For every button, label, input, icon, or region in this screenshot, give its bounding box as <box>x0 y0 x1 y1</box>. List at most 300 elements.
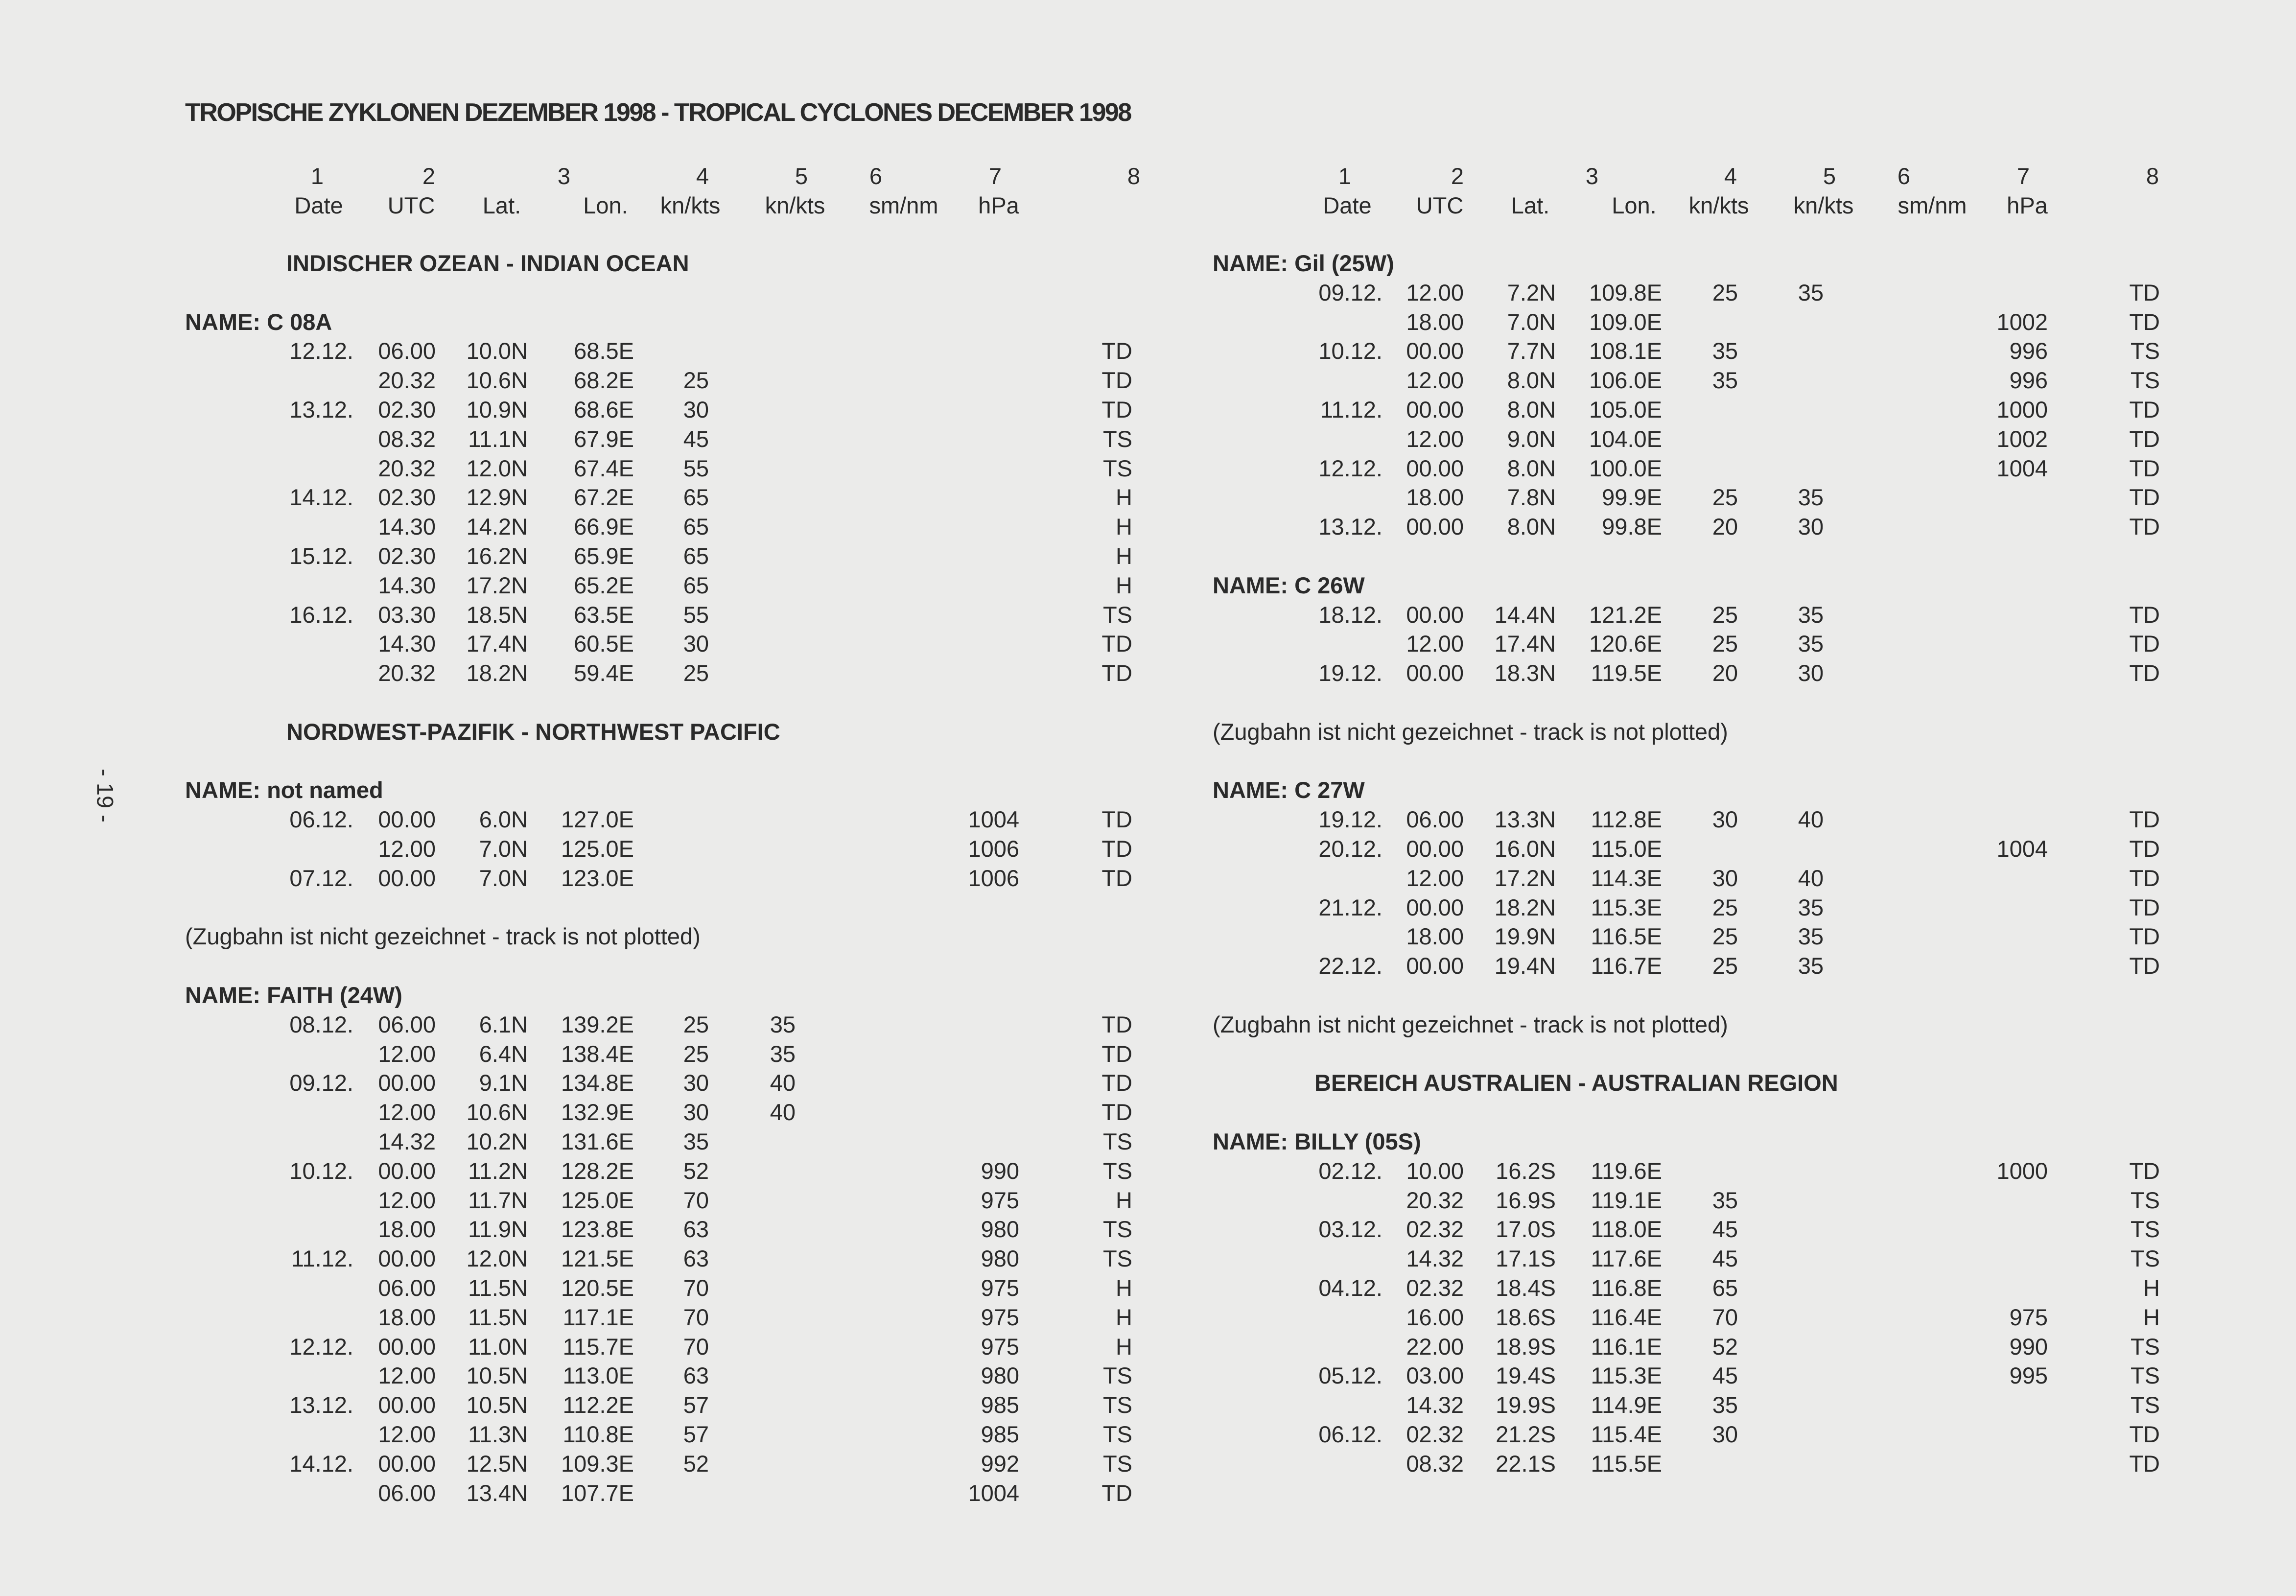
class-cell: TS <box>2130 1362 2160 1389</box>
lon-cell: 123.0E <box>561 865 634 891</box>
lon-cell: 121.5E <box>561 1245 634 1272</box>
lat-cell: 19.4S <box>1496 1362 1556 1389</box>
lon-cell: 128.2E <box>561 1157 634 1184</box>
wind1-cell: 25 <box>1712 923 1738 950</box>
lon-cell: 109.0E <box>1589 308 1662 335</box>
utc-cell: 00.00 <box>1406 514 1464 540</box>
date-cell: 09.12. <box>1318 279 1382 305</box>
wind1-cell: 55 <box>683 601 709 628</box>
column-header: hPa <box>978 192 1019 218</box>
wind1-cell: 63 <box>683 1362 709 1389</box>
utc-cell: 00.00 <box>378 865 436 891</box>
column-number: 3 <box>557 163 571 189</box>
class-cell: TD <box>2129 865 2160 891</box>
utc-cell: 16.00 <box>1406 1304 1464 1330</box>
column-header: kn/kts <box>765 192 825 218</box>
wind1-cell: 30 <box>683 1099 709 1126</box>
column-number: 8 <box>2146 163 2159 189</box>
wind1-cell: 45 <box>1712 1216 1738 1243</box>
class-cell: TS <box>1102 1157 1132 1184</box>
lon-cell: 67.4E <box>574 455 634 481</box>
utc-cell: 12.00 <box>378 1040 436 1067</box>
date-cell: 12.12. <box>289 1333 353 1360</box>
date-cell: 10.12. <box>1318 338 1382 364</box>
class-cell: TD <box>1101 1479 1132 1506</box>
lat-cell: 12.5N <box>466 1450 528 1477</box>
pres-cell: 1004 <box>1996 455 2048 481</box>
utc-cell: 06.00 <box>1406 806 1464 833</box>
class-cell: H <box>1116 484 1132 511</box>
lat-cell: 7.0N <box>1507 308 1556 335</box>
cyclone-name: NAME: not named <box>185 777 383 803</box>
class-cell: TD <box>1101 367 1132 394</box>
lat-cell: 8.0N <box>1507 397 1556 422</box>
date-cell: 22.12. <box>1318 953 1382 979</box>
column-number: 7 <box>2016 163 2030 189</box>
class-cell: TS <box>1102 455 1132 481</box>
class-cell: TS <box>2130 1333 2160 1360</box>
utc-cell: 18.00 <box>378 1304 436 1330</box>
date-cell: 13.12. <box>289 397 353 422</box>
lon-cell: 109.3E <box>561 1450 634 1477</box>
wind2-cell: 35 <box>1798 894 1824 920</box>
wind1-cell: 45 <box>1712 1245 1738 1272</box>
lon-cell: 60.5E <box>574 631 634 657</box>
wind1-cell: 20 <box>1712 660 1738 686</box>
column-header: Lon. <box>1612 192 1657 218</box>
utc-cell: 08.32 <box>378 425 436 452</box>
lat-cell: 12.0N <box>466 455 528 481</box>
utc-cell: 00.00 <box>378 1245 436 1272</box>
column-header: Lon. <box>583 192 628 218</box>
class-cell: TD <box>1101 865 1132 891</box>
column-number: 6 <box>1897 163 1911 189</box>
wind2-cell: 40 <box>1798 865 1824 891</box>
class-cell: TD <box>1101 836 1132 862</box>
lat-cell: 18.5N <box>466 601 528 628</box>
class-cell: TD <box>1101 397 1132 422</box>
date-cell: 08.12. <box>289 1011 353 1037</box>
wind1-cell: 25 <box>1712 894 1738 920</box>
utc-cell: 02.30 <box>378 397 436 422</box>
pres-cell: 975 <box>981 1333 1019 1360</box>
wind1-cell: 65 <box>683 514 709 540</box>
column-number: 8 <box>1127 163 1141 189</box>
utc-cell: 00.00 <box>378 1333 436 1360</box>
class-cell: TD <box>2129 1450 2160 1477</box>
pres-cell: 985 <box>981 1421 1019 1447</box>
date-cell: 05.12. <box>1318 1362 1382 1389</box>
wind1-cell: 35 <box>1712 338 1738 364</box>
pres-cell: 980 <box>981 1362 1019 1389</box>
lon-cell: 119.6E <box>1591 1157 1662 1184</box>
lat-cell: 7.7N <box>1507 338 1556 364</box>
utc-cell: 06.00 <box>378 338 436 364</box>
lat-cell: 18.6S <box>1496 1304 1556 1330</box>
lat-cell: 9.0N <box>1507 425 1556 452</box>
lat-cell: 18.3N <box>1494 660 1556 686</box>
date-cell: 04.12. <box>1318 1275 1382 1301</box>
date-cell: 13.12. <box>289 1392 353 1418</box>
wind1-cell: 35 <box>1712 1187 1738 1213</box>
class-cell: TD <box>2129 923 2160 950</box>
lat-cell: 9.1N <box>479 1070 528 1096</box>
utc-cell: 00.00 <box>1406 601 1464 628</box>
pres-cell: 975 <box>981 1304 1019 1330</box>
track-note: (Zugbahn ist nicht gezeichnet - track is not plotted) <box>1213 718 1728 745</box>
lon-cell: 115.3E <box>1591 894 1662 920</box>
utc-cell: 06.00 <box>378 1275 436 1301</box>
lat-cell: 10.2N <box>466 1128 528 1154</box>
wind1-cell: 35 <box>1712 1392 1738 1418</box>
column-number: 5 <box>795 163 808 189</box>
utc-cell: 20.32 <box>378 660 436 686</box>
lon-cell: 125.0E <box>561 836 634 862</box>
class-cell: TD <box>1101 1040 1132 1067</box>
lat-cell: 11.1N <box>468 425 528 452</box>
class-cell: TD <box>1101 660 1132 686</box>
utc-cell: 08.32 <box>1406 1450 1464 1477</box>
lat-cell: 17.0S <box>1496 1216 1556 1243</box>
date-cell: 09.12. <box>289 1070 353 1096</box>
lon-cell: 115.4E <box>1591 1421 1662 1447</box>
lon-cell: 119.5E <box>1591 660 1662 686</box>
wind1-cell: 30 <box>683 1070 709 1096</box>
date-cell: 14.12. <box>289 1450 353 1477</box>
utc-cell: 12.00 <box>378 1421 436 1447</box>
wind2-cell: 35 <box>1798 631 1824 657</box>
pres-cell: 1006 <box>968 836 1019 862</box>
class-cell: TD <box>2129 514 2160 540</box>
lon-cell: 138.4E <box>561 1040 634 1067</box>
column-number: 5 <box>1823 163 1836 189</box>
column-number: 2 <box>1451 163 1464 189</box>
lon-cell: 100.0E <box>1589 455 1662 481</box>
class-cell: TD <box>2129 425 2160 452</box>
utc-cell: 12.00 <box>378 1362 436 1389</box>
lat-cell: 6.0N <box>479 806 528 833</box>
wind1-cell: 25 <box>1712 601 1738 628</box>
lon-cell: 116.1E <box>1591 1333 1662 1360</box>
utc-cell: 02.32 <box>1406 1275 1464 1301</box>
lon-cell: 99.8E <box>1602 514 1662 540</box>
wind1-cell: 52 <box>683 1157 709 1184</box>
class-cell: TS <box>2130 1392 2160 1418</box>
utc-cell: 12.00 <box>1406 631 1464 657</box>
pres-cell: 1000 <box>1996 1157 2048 1184</box>
lon-cell: 105.0E <box>1589 397 1662 422</box>
lat-cell: 10.9N <box>466 397 528 422</box>
pres-cell: 980 <box>981 1216 1019 1243</box>
class-cell: TS <box>1102 1245 1132 1272</box>
lon-cell: 119.1E <box>1591 1187 1662 1213</box>
lat-cell: 13.3N <box>1494 806 1556 833</box>
lat-cell: 12.0N <box>466 1245 528 1272</box>
lat-cell: 10.0N <box>466 338 528 364</box>
column-header: Date <box>294 192 343 218</box>
pres-cell: 1004 <box>1996 836 2048 862</box>
class-cell: H <box>2143 1304 2160 1330</box>
lon-cell: 123.8E <box>561 1216 634 1243</box>
utc-cell: 06.00 <box>378 1479 436 1506</box>
class-cell: TD <box>1101 1011 1132 1037</box>
date-cell: 12.12. <box>1318 455 1382 481</box>
date-cell: 02.12. <box>1318 1157 1382 1184</box>
utc-cell: 12.00 <box>1406 865 1464 891</box>
utc-cell: 18.00 <box>1406 308 1464 335</box>
class-cell: H <box>1116 1187 1132 1213</box>
wind2-cell: 35 <box>1798 923 1824 950</box>
wind1-cell: 57 <box>683 1421 709 1447</box>
date-cell: 12.12. <box>289 338 353 364</box>
lon-cell: 68.2E <box>574 367 634 394</box>
wind1-cell: 30 <box>683 397 709 422</box>
column-header: hPa <box>2007 192 2048 218</box>
lon-cell: 68.5E <box>574 338 634 364</box>
column-number: 4 <box>696 163 709 189</box>
utc-cell: 02.32 <box>1406 1421 1464 1447</box>
utc-cell: 12.00 <box>378 1099 436 1126</box>
utc-cell: 12.00 <box>1406 367 1464 394</box>
utc-cell: 22.00 <box>1406 1333 1464 1360</box>
class-cell: TS <box>2130 367 2160 394</box>
wind1-cell: 65 <box>1712 1275 1738 1301</box>
utc-cell: 18.00 <box>1406 484 1464 511</box>
lat-cell: 11.3N <box>468 1421 528 1447</box>
pres-cell: 975 <box>981 1187 1019 1213</box>
pres-cell: 980 <box>981 1245 1019 1272</box>
date-cell: 14.12. <box>289 484 353 511</box>
lat-cell: 16.2S <box>1496 1157 1556 1184</box>
pres-cell: 1002 <box>1996 308 2048 335</box>
wind1-cell: 45 <box>683 425 709 452</box>
lon-cell: 114.3E <box>1591 865 1662 891</box>
cyclone-name: NAME: FAITH (24W) <box>185 982 402 1008</box>
utc-cell: 00.00 <box>378 1157 436 1184</box>
lat-cell: 19.9S <box>1496 1392 1556 1418</box>
date-cell: 11.12. <box>291 1245 353 1272</box>
class-cell: TD <box>2129 455 2160 481</box>
lon-cell: 112.8E <box>1591 806 1662 833</box>
wind1-cell: 55 <box>683 455 709 481</box>
pres-cell: 975 <box>981 1275 1019 1301</box>
class-cell: TS <box>1102 1216 1132 1243</box>
date-cell: 13.12. <box>1318 514 1382 540</box>
utc-cell: 02.30 <box>378 543 436 569</box>
class-cell: TS <box>1102 425 1132 452</box>
date-cell: 21.12. <box>1318 894 1382 920</box>
lon-cell: 139.2E <box>561 1011 634 1037</box>
pres-cell: 1004 <box>968 1479 1019 1506</box>
cyclone-name: NAME: C 26W <box>1213 572 1365 598</box>
utc-cell: 00.00 <box>1406 455 1464 481</box>
utc-cell: 18.00 <box>378 1216 436 1243</box>
lon-cell: 66.9E <box>574 514 634 540</box>
lat-cell: 17.1S <box>1496 1245 1556 1272</box>
wind1-cell: 25 <box>683 1040 709 1067</box>
wind1-cell: 45 <box>1712 1362 1738 1389</box>
utc-cell: 00.00 <box>378 1450 436 1477</box>
date-cell: 16.12. <box>289 601 353 628</box>
wind2-cell: 40 <box>770 1099 796 1126</box>
lon-cell: 108.1E <box>1589 338 1662 364</box>
class-cell: TS <box>1102 1392 1132 1418</box>
lat-cell: 19.9N <box>1494 923 1556 950</box>
lat-cell: 16.2N <box>466 543 528 569</box>
utc-cell: 14.30 <box>378 572 436 598</box>
wind2-cell: 35 <box>1798 601 1824 628</box>
lat-cell: 13.4N <box>466 1479 528 1506</box>
class-cell: TS <box>1102 1362 1132 1389</box>
lon-cell: 107.7E <box>561 1479 634 1506</box>
class-cell: TD <box>2129 1421 2160 1447</box>
wind1-cell: 25 <box>1712 279 1738 305</box>
lat-cell: 18.2N <box>466 660 528 686</box>
pres-cell: 990 <box>981 1157 1019 1184</box>
class-cell: H <box>1116 1275 1132 1301</box>
class-cell: TD <box>2129 631 2160 657</box>
lon-cell: 116.8E <box>1591 1275 1662 1301</box>
column-header: sm/nm <box>1898 192 1967 218</box>
lat-cell: 17.4N <box>466 631 528 657</box>
lat-cell: 10.6N <box>466 1099 528 1126</box>
date-cell: 11.12. <box>1320 397 1382 422</box>
lat-cell: 10.5N <box>466 1362 528 1389</box>
lon-cell: 116.4E <box>1591 1304 1662 1330</box>
lon-cell: 116.7E <box>1591 953 1662 979</box>
column-number: 6 <box>869 163 883 189</box>
class-cell: TD <box>2129 484 2160 511</box>
track-note: (Zugbahn ist nicht gezeichnet - track is not plotted) <box>1213 1011 1728 1037</box>
column-header: kn/kts <box>1688 192 1749 218</box>
lat-cell: 16.9S <box>1496 1187 1556 1213</box>
lat-cell: 18.2N <box>1494 894 1556 920</box>
utc-cell: 00.00 <box>1406 836 1464 862</box>
lon-cell: 127.0E <box>561 806 634 833</box>
wind1-cell: 35 <box>683 1128 709 1154</box>
wind1-cell: 25 <box>1712 484 1738 511</box>
class-cell: TD <box>1101 338 1132 364</box>
class-cell: TD <box>2129 1157 2160 1184</box>
class-cell: TD <box>2129 660 2160 686</box>
section-heading: BEREICH AUSTRALIEN - AUSTRALIAN REGION <box>1314 1070 1838 1096</box>
wind1-cell: 65 <box>683 572 709 598</box>
wind1-cell: 30 <box>1712 806 1738 833</box>
section-heading: INDISCHER OZEAN - INDIAN OCEAN <box>286 250 689 276</box>
lon-cell: 132.9E <box>561 1099 634 1126</box>
class-cell: H <box>1116 514 1132 540</box>
lat-cell: 18.9S <box>1496 1333 1556 1360</box>
page-number: - 19 - <box>92 769 118 822</box>
utc-cell: 20.32 <box>378 455 436 481</box>
wind2-cell: 35 <box>1798 279 1824 305</box>
lon-cell: 125.0E <box>561 1187 634 1213</box>
lon-cell: 106.0E <box>1589 367 1662 394</box>
class-cell: TS <box>1102 601 1132 628</box>
lat-cell: 11.2N <box>468 1157 528 1184</box>
utc-cell: 00.00 <box>1406 338 1464 364</box>
wind1-cell: 25 <box>683 660 709 686</box>
wind1-cell: 70 <box>1712 1304 1738 1330</box>
wind1-cell: 63 <box>683 1216 709 1243</box>
lat-cell: 10.6N <box>466 367 528 394</box>
lat-cell: 8.0N <box>1507 455 1556 481</box>
lon-cell: 113.0E <box>562 1362 634 1389</box>
wind1-cell: 30 <box>1712 1421 1738 1447</box>
date-cell: 20.12. <box>1318 836 1382 862</box>
lon-cell: 115.3E <box>1591 1362 1662 1389</box>
date-cell: 07.12. <box>289 865 353 891</box>
class-cell: TD <box>1101 806 1132 833</box>
lon-cell: 120.5E <box>561 1275 634 1301</box>
lon-cell: 59.4E <box>574 660 634 686</box>
wind1-cell: 35 <box>1712 367 1738 394</box>
class-cell: TS <box>2130 1216 2160 1243</box>
class-cell: TD <box>2129 397 2160 422</box>
lon-cell: 68.6E <box>574 397 634 422</box>
pres-cell: 1002 <box>1996 425 2048 452</box>
utc-cell: 00.00 <box>1406 660 1464 686</box>
column-header: kn/kts <box>1793 192 1854 218</box>
lat-cell: 7.2N <box>1507 279 1556 305</box>
utc-cell: 14.32 <box>1406 1392 1464 1418</box>
class-cell: TD <box>2129 601 2160 628</box>
class-cell: TS <box>2130 1245 2160 1272</box>
utc-cell: 14.30 <box>378 631 436 657</box>
pres-cell: 1004 <box>968 806 1019 833</box>
class-cell: TD <box>2129 953 2160 979</box>
wind1-cell: 70 <box>683 1187 709 1213</box>
column-number: 3 <box>1585 163 1599 189</box>
class-cell: TD <box>2129 806 2160 833</box>
utc-cell: 18.00 <box>1406 923 1464 950</box>
column-number: 1 <box>1338 163 1352 189</box>
pres-cell: 985 <box>981 1392 1019 1418</box>
class-cell: TD <box>2129 308 2160 335</box>
lat-cell: 6.4N <box>479 1040 528 1067</box>
class-cell: TS <box>1102 1421 1132 1447</box>
lon-cell: 117.6E <box>1591 1245 1662 1272</box>
lat-cell: 6.1N <box>479 1011 528 1037</box>
wind2-cell: 35 <box>770 1011 796 1037</box>
pres-cell: 995 <box>2009 1362 2048 1389</box>
wind1-cell: 25 <box>1712 953 1738 979</box>
pres-cell: 990 <box>2009 1333 2048 1360</box>
lon-cell: 67.2E <box>574 484 634 511</box>
utc-cell: 00.00 <box>378 1392 436 1418</box>
lat-cell: 21.2S <box>1496 1421 1556 1447</box>
lon-cell: 99.9E <box>1602 484 1662 511</box>
utc-cell: 12.00 <box>1406 279 1464 305</box>
page-title: TROPISCHE ZYKLONEN DEZEMBER 1998 - TROPICAL CYCLONES DECEMBER 1998 <box>185 98 1131 127</box>
date-cell: 03.12. <box>1318 1216 1382 1243</box>
lat-cell: 11.0N <box>468 1333 528 1360</box>
lon-cell: 131.6E <box>561 1128 634 1154</box>
wind1-cell: 25 <box>683 367 709 394</box>
lat-cell: 7.0N <box>479 836 528 862</box>
lon-cell: 112.2E <box>562 1392 634 1418</box>
utc-cell: 20.32 <box>378 367 436 394</box>
column-number: 2 <box>422 163 436 189</box>
pres-cell: 975 <box>2009 1304 2048 1330</box>
class-cell: H <box>1116 1304 1132 1330</box>
cyclone-name: NAME: C 08A <box>185 308 332 335</box>
track-note: (Zugbahn ist nicht gezeichnet - track is not plotted) <box>185 923 701 950</box>
lat-cell: 14.2N <box>466 514 528 540</box>
wind2-cell: 30 <box>1798 514 1824 540</box>
pres-cell: 996 <box>2009 367 2048 394</box>
lon-cell: 110.8E <box>562 1421 634 1447</box>
